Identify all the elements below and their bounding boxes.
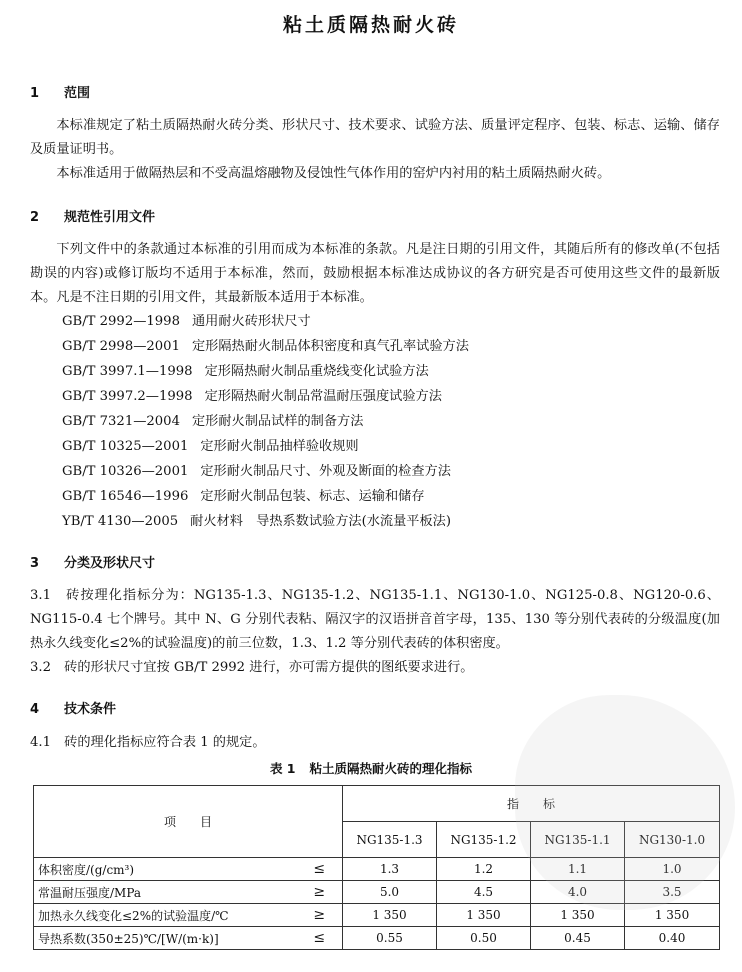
- reference-item: [62, 485, 425, 509]
- reference-title: 耐火材料 导热系数试验方法(水流量平板法): [190, 514, 451, 529]
- section-1-para-1: 本标准规定了粘土质隔热耐火砖分类、形状尺寸、技术要求、试验方法、质量评定程序、包装、标志、运输、储存及质量证明书。: [30, 118, 720, 157]
- reference-title: 定形耐火制品包装、标志、运输和储存: [200, 489, 425, 504]
- reference-title: 定形耐火制品试样的制备方法: [191, 414, 364, 429]
- table-header-row: [34, 786, 720, 822]
- reference-code: GB/T 7321—2004: [62, 414, 180, 429]
- section-1-para-2: 本标准适用于做隔热层和不受高温熔融物及侵蚀性气体作用的窑炉内衬用的粘土质隔热耐火砖。: [56, 166, 611, 181]
- row-label: 导热系数(350±25)℃/[W/(m·k)]: [34, 927, 297, 950]
- reference-code: YB/T 4130—2005: [62, 514, 179, 529]
- cell-value: 0.40: [625, 927, 720, 950]
- grade-header: NG130-1.0: [625, 822, 720, 858]
- section-number: 4: [30, 702, 40, 717]
- cell-value: 1 350: [437, 904, 531, 927]
- clause-3-2: 3.2 砖的形状尺寸宜按 GB/T 2992 进行，亦可需方提供的图纸要求进行。: [30, 660, 474, 675]
- table-row: [34, 858, 720, 881]
- reference-item: [62, 310, 311, 334]
- properties-table: [33, 785, 720, 950]
- section-4-heading: [30, 698, 116, 717]
- cell-value: 5.0: [343, 881, 437, 904]
- reference-title: 定形隔热耐火制品重烧线变化试验方法: [204, 364, 429, 379]
- reference-item: [62, 510, 451, 534]
- reference-code: GB/T 16546—1996: [62, 489, 189, 504]
- row-operator: ≥: [297, 881, 343, 904]
- reference-code: GB/T 2998—2001: [62, 339, 180, 354]
- reference-title: 通用耐火砖形状尺寸: [191, 314, 311, 329]
- section-2-heading: [30, 206, 155, 225]
- cell-value: 4.5: [437, 881, 531, 904]
- item-header: 项 目: [34, 786, 343, 858]
- reference-item: [62, 410, 363, 434]
- reference-code: GB/T 10325—2001: [62, 439, 189, 454]
- table-row: [34, 881, 720, 904]
- reference-code: GB/T 10326—2001: [62, 464, 189, 479]
- reference-code: GB/T 3997.2—1998: [62, 389, 193, 404]
- reference-item: [62, 335, 469, 359]
- reference-title: 定形隔热耐火制品体积密度和真气孔率试验方法: [191, 339, 469, 354]
- reference-item: [62, 385, 442, 409]
- row-label: 体积密度/(g/cm³): [34, 858, 297, 881]
- reference-item: [62, 460, 451, 484]
- row-label: 常温耐压强度/MPa: [34, 881, 297, 904]
- reference-item: [62, 360, 429, 384]
- row-operator: ≥: [297, 904, 343, 927]
- cell-value: 1 350: [531, 904, 625, 927]
- section-3-heading: [30, 552, 155, 571]
- cell-value: 1.1: [531, 858, 625, 881]
- cell-value: 0.45: [531, 927, 625, 950]
- section-title: 规范性引用文件: [64, 210, 156, 225]
- reference-code: GB/T 2992—1998: [62, 314, 180, 329]
- cell-value: 0.55: [343, 927, 437, 950]
- cell-value: 4.0: [531, 881, 625, 904]
- section-title: 技术条件: [64, 702, 117, 717]
- section-title: 范围: [64, 86, 91, 101]
- clause-4-1: 4.1 砖的理化指标应符合表 1 的规定。: [30, 735, 266, 750]
- cell-value: 1.3: [343, 858, 437, 881]
- reference-title: 定形耐火制品抽样验收规则: [200, 439, 359, 454]
- cell-value: 1.0: [625, 858, 720, 881]
- cell-value: 1 350: [625, 904, 720, 927]
- table-row: [34, 904, 720, 927]
- table-title: 粘土质隔热耐火砖的理化指标: [309, 761, 473, 776]
- cell-value: 3.5: [625, 881, 720, 904]
- table-number: 表 1: [269, 761, 296, 776]
- row-operator: ≤: [297, 858, 343, 881]
- row-label: 加热永久线变化≤2%的试验温度/℃: [34, 904, 297, 927]
- clause-3-1: 3.1 砖按理化指标分为：NG135-1.3、NG135-1.2、NG135-1.1、NG130-1.0、NG125-0.8、NG120-0.6、NG115-0.4 七个牌号。其中 N、G 分别代表粘、隔汉字的汉语拼音首字母，135、130 等分别代表砖的分级温度(加热永久线变化≤2%的试验温度)的前三位数，1.3、1.2 等分别代表砖的体积密度。: [30, 588, 720, 651]
- section-1-heading: [30, 82, 90, 101]
- reference-code: GB/T 3997.1—1998: [62, 364, 193, 379]
- section-2-intro: 下列文件中的条款通过本标准的引用而成为本标准的条款。凡是注日期的引用文件，其随后所有的修改单(不包括勘误的内容)或修订版均不适用于本标准，然而，鼓励根据本标准达成协议的各方研究是否可使用这些文件的最新版本。凡是不注日期的引用文件，其最新版本适用于本标准。: [30, 242, 720, 305]
- section-title: 分类及形状尺寸: [64, 556, 156, 571]
- document-title: 粘土质隔热耐火砖: [282, 14, 459, 36]
- grade-header: NG135-1.1: [531, 822, 625, 858]
- grade-header: NG135-1.3: [343, 822, 437, 858]
- table-row: [34, 927, 720, 950]
- cell-value: 0.50: [437, 927, 531, 950]
- index-header: 指 标: [343, 786, 720, 822]
- reference-title: 定形耐火制品尺寸、外观及断面的检查方法: [200, 464, 451, 479]
- cell-value: 1 350: [343, 904, 437, 927]
- reference-item: [62, 435, 359, 459]
- section-number: 3: [30, 556, 40, 571]
- reference-title: 定形隔热耐火制品常温耐压强度试验方法: [204, 389, 442, 404]
- section-number: 2: [30, 210, 40, 225]
- row-operator: ≤: [297, 927, 343, 950]
- section-number: 1: [30, 86, 40, 101]
- grade-header: NG135-1.2: [437, 822, 531, 858]
- table-caption: [0, 759, 742, 777]
- cell-value: 1.2: [437, 858, 531, 881]
